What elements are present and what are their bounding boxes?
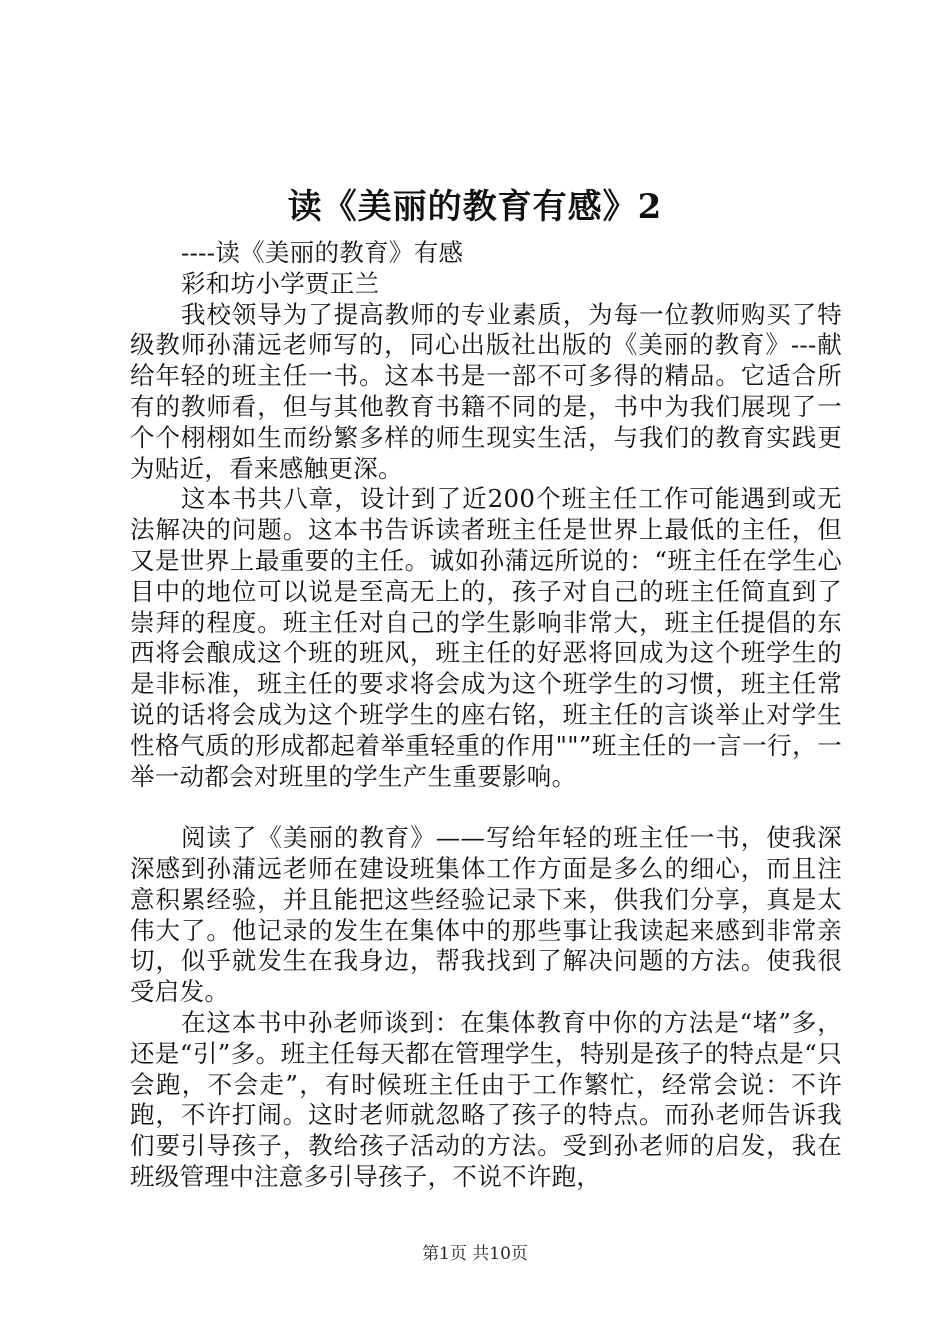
paragraph: 这本书共八章，设计到了近200个班主任工作可能遇到或无法解决的问题。这本书告诉读者班主任是世界上最低的主任，但又是世界上最重要的主任。诚如孙蒲远所说的：“班主任在学生心目中的地位可以说是至高无上的，孩子对自己的班主任简直到了崇拜的程度。班主任对自己的学生影响非常大，班主任提倡的东西将会酿成这个班的班风，班主任的好恶将回成为这个班学生的是非标准，班主任的要求将会成为这个班学生的习惯，班主任常说的话将会成为这个班学生的座右铭，班主任的言谈举止对学生性格气质的形成都起着举重轻重的作用""”班主任的一言一行，一举一动都会对班里的学生产生重要影响。 bbox=[130, 484, 842, 791]
paragraph: 我校领导为了提高教师的专业素质，为每一位教师购买了特级教师孙蒲远老师写的，同心出版社出版的《美丽的教育》---献给年轻的班主任一书。这本书是一部不可多得的精品。它适合所有的教师看，但与其他教育书籍不同的是，书中为我们展现了一个个栩栩如生而纷繁多样的师生现实生活，与我们的教育实践更为贴近，看来感触更深。 bbox=[130, 299, 842, 483]
paragraph: 在这本书中孙老师谈到：在集体教育中你的方法是“堵”多，还是“引”多。班主任每天都在管理学生，特别是孩子的特点是“只会跑，不会走”，有时候班主任由于工作繁忙，经常会说：不许跑，不许打闹。这时老师就忽略了孩子的特点。而孙老师告诉我们要引导孩子，教给孩子活动的方法。受到孙老师的启发，我在班级管理中注意多引导孩子，不说不许跑， bbox=[130, 1007, 843, 1191]
page-number-footer: 第1页 共10页 bbox=[422, 1244, 528, 1264]
document-body bbox=[130, 238, 842, 1193]
document-subtitle: ----读《美丽的教育》有感 bbox=[181, 238, 464, 267]
document-title: 读《美丽的教育有感》2 bbox=[287, 187, 663, 227]
paragraph: 阅读了《美丽的教育》——写给年轻的班主任一书，使我深深感到孙蒲远老师在建设班集体工作方面是多么的细心，而且注意积累经验，并且能把这些经验记录下来，供我们分享，真是太伟大了。他记录的发生在集体中的那些事让我读起来感到非常亲切，似乎就发生在我身边，帮我找到了解决问题的方法。使我很受启发。 bbox=[130, 823, 842, 1007]
document-author: 彩和坊小学贾正兰 bbox=[181, 268, 380, 298]
paragraph-spacer bbox=[130, 792, 842, 823]
